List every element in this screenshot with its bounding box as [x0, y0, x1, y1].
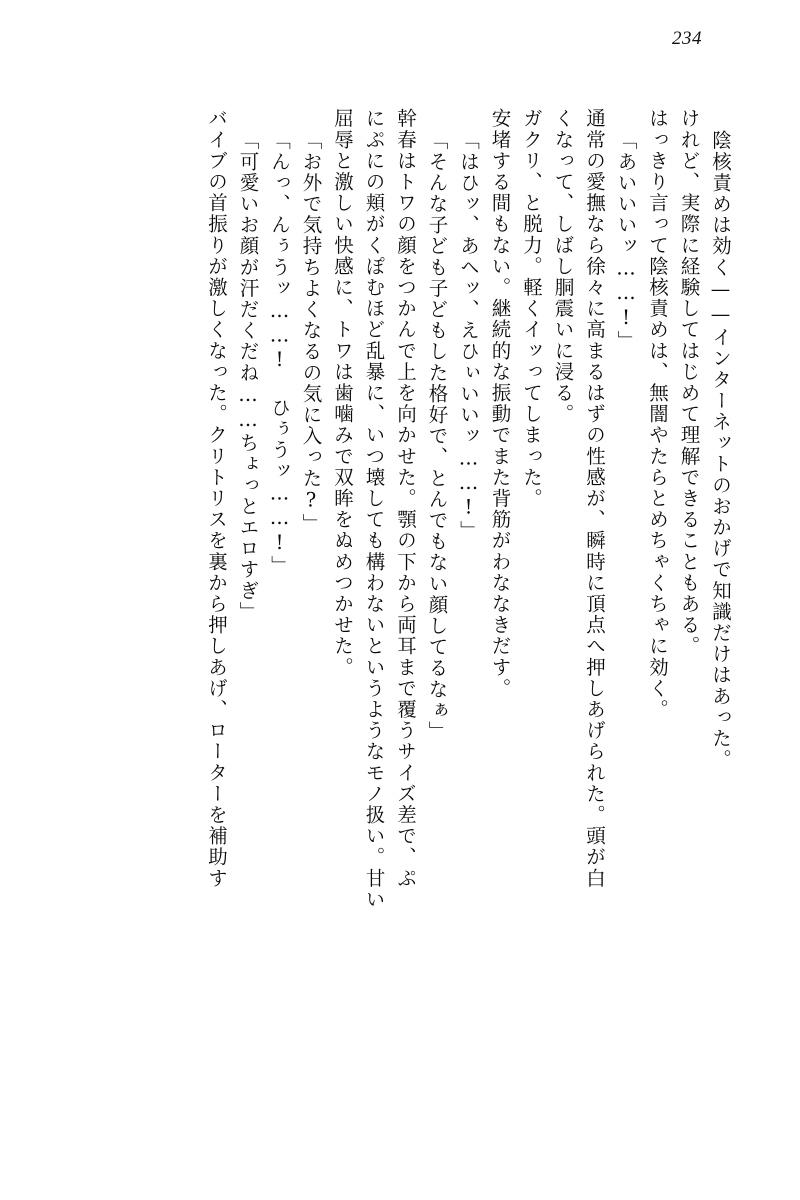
- text-line: 「可愛いお顔が汗だくだね……ちょっとエロすぎ」: [236, 130, 260, 623]
- text-line: 「お外で気持ちよくなるの気に入った?」: [299, 130, 323, 535]
- text-line: 「そんな子ども子どもした格好で、とんでもない顔してるなぁ」: [425, 130, 449, 742]
- text-line: 通常の愛撫なら徐々に高まるはずの性感が、瞬時に頂点へ押しあげられた。頭が白: [583, 108, 606, 889]
- body-text: [64, 108, 736, 1128]
- text-line: 屈辱と激しい快感に、トワは歯噛みで双眸をぬめつかせた。: [331, 108, 354, 678]
- text-line: にぷにの頬がくぽむほど乱暴に、いつ壊しても構わないというようなモノ扱い。甘い: [362, 108, 386, 910]
- text-line: バイブの首振りが激しくなった。クリトリスを裏から押しあげ、ローターを補助す: [205, 108, 228, 889]
- text-line: ガクリ、と脱力。軽くイッってしまった。: [520, 108, 543, 509]
- text-line: 「はひッ、あヘッ、えひぃいいッ……!」: [457, 130, 480, 542]
- text-line: 陰核責めは効く——インターネットのおかげで知識だけはあった。: [709, 130, 732, 770]
- text-line: はっきり言って陰核責めは、無闇やたらとめちゃくちゃに効く。: [646, 108, 669, 720]
- text-line: 「んっ、んぅうッ……! ひぅうッ……!」: [268, 130, 291, 577]
- text-line: けれど、実際に経験してはじめて理解できることもある。: [677, 108, 701, 657]
- text-line: 安堵する間もない。継続的な振動でまた背筋がわななきだす。: [488, 108, 512, 699]
- text-line: 「あいいいッ……!」: [614, 130, 638, 352]
- text-line: 幹春はトワの顔をつかんで上を向かせた。顎の下から両耳まで覆うサイズ差で、ぷ: [394, 108, 417, 889]
- text-line: くなって、しばし胴震いに浸る。: [551, 108, 575, 425]
- page-number: 234: [672, 28, 702, 49]
